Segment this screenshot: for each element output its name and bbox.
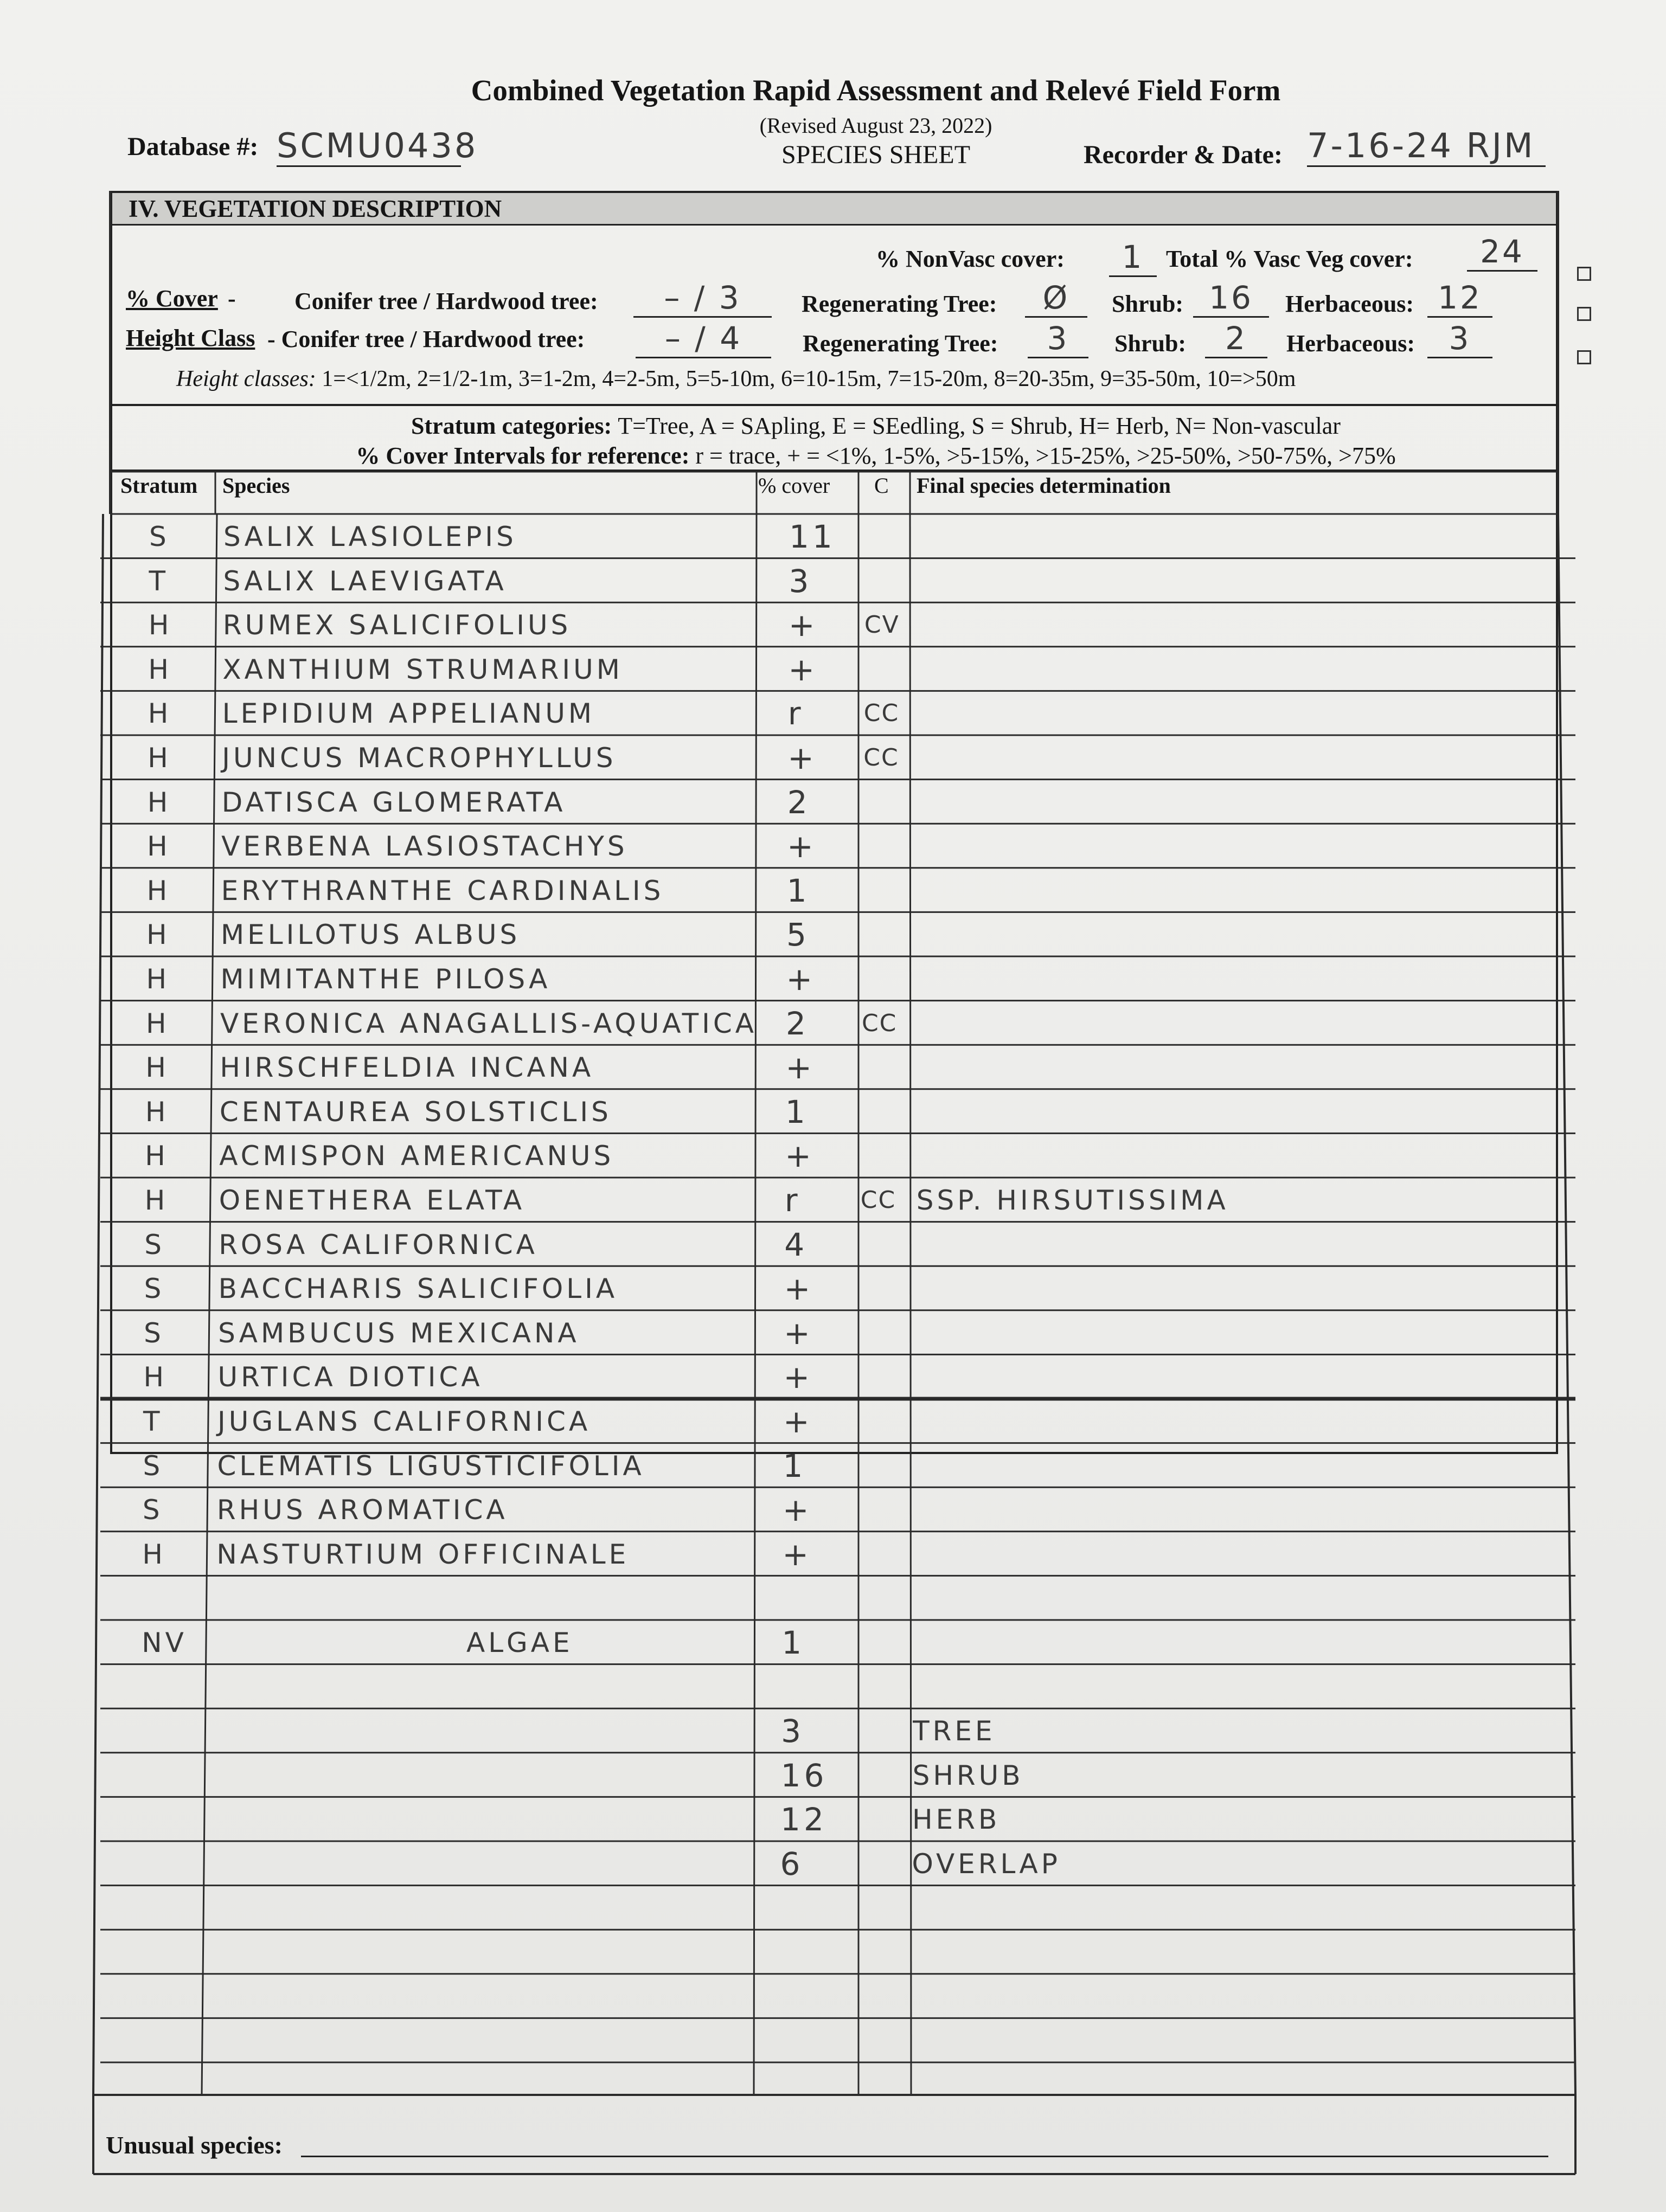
height-shrub-label: Shrub:: [1114, 330, 1187, 357]
cell-species: OENETHERA ELATA: [219, 1185, 526, 1216]
cover-conifer-field[interactable]: – / 3: [633, 279, 772, 318]
cell-cover: 1: [783, 1447, 806, 1484]
recorder-date-field[interactable]: 7-16-24 RJM: [1307, 126, 1546, 167]
unusual-species-field[interactable]: [301, 2156, 1548, 2157]
nonvasc-label: % NonVasc cover:: [876, 246, 1065, 272]
cell-cover: 12: [780, 1801, 827, 1838]
cell-c: CC: [863, 744, 899, 771]
cell-stratum: S: [144, 1273, 165, 1305]
height-shrub-field[interactable]: 2: [1205, 320, 1267, 358]
cell-stratum: H: [148, 653, 172, 685]
col-header-cover: % cover: [758, 473, 830, 498]
totalvasc-field[interactable]: 24: [1467, 233, 1537, 272]
cell-stratum: H: [146, 963, 170, 995]
cell-final: TREE: [913, 1715, 996, 1747]
cell-stratum: H: [144, 1185, 169, 1216]
cell-cover: +: [788, 651, 818, 688]
grid-line: [754, 514, 757, 2095]
cell-cover: +: [788, 607, 818, 644]
cell-cover: r: [784, 1182, 801, 1219]
nonvasc-field[interactable]: 1: [1109, 239, 1157, 277]
height-classes-label: Height classes:: [176, 366, 316, 391]
cell-cover: 3: [781, 1713, 805, 1750]
cell-cover: +: [784, 1314, 813, 1352]
cell-stratum: H: [145, 1007, 170, 1039]
cell-species: SAMBUCUS MEXICANA: [218, 1317, 580, 1349]
col-header-c: C: [874, 473, 889, 498]
cell-stratum: S: [144, 1317, 164, 1349]
cell-cover: r: [787, 695, 804, 732]
cell-species: MELILOTUS ALBUS: [221, 919, 521, 951]
cell-species: VERBENA LASIOSTACHYS: [221, 831, 628, 863]
database-field[interactable]: SCMU0438: [277, 126, 461, 167]
cover-shrub-field[interactable]: 16: [1193, 279, 1269, 318]
height-class-label: Height Class: [126, 325, 255, 351]
cover-regen-field[interactable]: Ø: [1025, 279, 1087, 318]
cell-species: DATISCA GLOMERATA: [221, 786, 566, 818]
cell-species: JUNCUS MACROPHYLLUS: [222, 742, 617, 774]
cell-cover: +: [782, 1535, 812, 1573]
grid-line: [202, 514, 217, 2095]
cell-final: SSP. HIRSUTISSIMA: [916, 1185, 1229, 1216]
height-herb-label: Herbaceous:: [1286, 330, 1415, 357]
unusual-species-label: Unusual species:: [106, 2131, 283, 2159]
cell-stratum: H: [145, 1052, 169, 1084]
cell-stratum: H: [148, 698, 172, 730]
cell-species: SALIX LAEVIGATA: [223, 565, 507, 597]
cell-stratum: S: [142, 1494, 163, 1526]
cell-cover: 3: [789, 562, 812, 600]
checkbox[interactable]: [1577, 350, 1591, 364]
cell-stratum: H: [142, 1538, 166, 1570]
cell-stratum: H: [143, 1361, 168, 1393]
form-revision: (Revised August 23, 2022): [759, 113, 992, 138]
database-label: Database #:: [127, 132, 259, 161]
cell-stratum: H: [145, 1140, 169, 1172]
cell-final: OVERLAP: [912, 1848, 1061, 1880]
cell-species: LEPIDIUM APPELIANUM: [222, 698, 595, 730]
height-conifer-field[interactable]: – / 4: [636, 320, 771, 358]
cell-cover: +: [787, 740, 817, 776]
cell-cover: 1: [785, 1093, 809, 1130]
col-header-species: Species: [222, 473, 290, 498]
cell-final: HERB: [912, 1804, 1001, 1836]
grid-line: [910, 514, 911, 2095]
cell-species: RHUS AROMATICA: [216, 1494, 508, 1526]
cover-shrub-label: Shrub:: [1112, 291, 1184, 317]
cell-species: VERONICA ANAGALLIS-AQUATICA: [220, 1007, 758, 1039]
col-header-final: Final species determination: [917, 473, 1171, 498]
cell-c: CC: [861, 1009, 898, 1037]
cell-species: ALGAE: [466, 1627, 573, 1658]
cell-cover: 1: [781, 1624, 805, 1661]
col-header-stratum: Stratum: [120, 473, 198, 498]
cell-cover: +: [782, 1491, 812, 1529]
cell-species: CENTAUREA SOLSTICLIS: [219, 1096, 612, 1128]
cover-label: % Cover: [126, 285, 218, 312]
cell-stratum: H: [148, 609, 172, 641]
cell-stratum: H: [145, 1096, 169, 1128]
cell-cover: 6: [780, 1846, 804, 1882]
cell-cover: +: [783, 1403, 813, 1440]
cell-cover: 4: [784, 1226, 808, 1263]
cell-stratum: T: [149, 565, 169, 597]
cell-species: JUGLANS CALIFORNICA: [217, 1406, 591, 1437]
cell-c: CC: [863, 699, 900, 728]
cell-species: MIMITANTHE PILOSA: [220, 963, 551, 995]
cell-cover: 5: [786, 916, 810, 954]
cover-dash: -: [228, 285, 236, 312]
cell-cover: +: [784, 1270, 814, 1308]
cell-stratum: T: [143, 1406, 163, 1437]
cover-herb-field[interactable]: 12: [1427, 279, 1492, 318]
cell-species: NASTURTIUM OFFICINALE: [216, 1538, 630, 1570]
cell-cover: 11: [789, 518, 836, 555]
form-title: Combined Vegetation Rapid Assessment and Relevé Field Form: [471, 74, 1281, 107]
cell-cover: 2: [785, 1005, 809, 1042]
cell-stratum: H: [146, 919, 170, 951]
cell-c: CV: [864, 611, 900, 639]
checkbox[interactable]: [1577, 267, 1591, 281]
cell-cover: +: [785, 1049, 815, 1086]
cell-stratum: S: [144, 1229, 165, 1261]
height-conifer-label: - Conifer tree / Hardwood tree:: [267, 326, 585, 352]
cell-stratum: NV: [142, 1627, 187, 1658]
height-regen-label: Regenerating Tree:: [803, 330, 998, 357]
cell-cover: +: [783, 1359, 813, 1396]
height-regen-field[interactable]: 3: [1028, 320, 1088, 358]
cell-cover: 16: [780, 1757, 828, 1794]
cell-stratum: H: [147, 831, 171, 863]
cell-cover: 1: [786, 872, 810, 909]
cell-final: SHRUB: [912, 1759, 1024, 1791]
recorder-label: Recorder & Date:: [1084, 140, 1283, 169]
cell-species: SALIX LASIOLEPIS: [223, 521, 517, 552]
cell-species: CLEMATIS LIGUSTICIFOLIA: [217, 1450, 645, 1482]
grid-line: [93, 514, 103, 2095]
cover-regen-label: Regenerating Tree:: [802, 291, 997, 317]
cell-species: ROSA CALIFORNICA: [219, 1229, 538, 1261]
totalvasc-label: Total % Vasc Veg cover:: [1166, 246, 1413, 272]
cell-c: CC: [860, 1186, 896, 1214]
stratum-label: Stratum categories:: [411, 413, 612, 439]
cell-stratum: S: [143, 1450, 164, 1482]
height-classes-text: 1=<1/2m, 2=1/2-1m, 3=1-2m, 4=2-5m, 5=5-10m, 6=10-15m, 7=15-20m, 8=20-35m, 9=35-50m, 10=>50m: [322, 366, 1296, 391]
cell-species: ERYTHRANTHE CARDINALIS: [221, 874, 664, 906]
cell-stratum: S: [149, 521, 170, 552]
cell-species: XANTHIUM STRUMARIUM: [222, 653, 623, 685]
cell-species: BACCHARIS SALICIFOLIA: [218, 1273, 618, 1305]
cell-species: ACMISPON AMERICANUS: [219, 1140, 614, 1172]
cell-stratum: H: [148, 742, 171, 774]
cell-cover: 2: [787, 783, 811, 821]
cell-cover: +: [786, 961, 816, 998]
cell-stratum: H: [146, 874, 171, 906]
sheet-name: SPECIES SHEET: [781, 140, 971, 169]
height-herb-field[interactable]: 3: [1427, 320, 1492, 358]
checkbox[interactable]: [1577, 307, 1591, 321]
grid-line: [1558, 514, 1575, 2095]
cover-conifer-label: Conifer tree / Hardwood tree:: [294, 288, 598, 314]
cover-herb-label: Herbaceous:: [1285, 291, 1414, 317]
intervals-text: r = trace, + = <1%, 1-5%, >5-15%, >15-25%, >25-50%, >50-75%, >75%: [695, 442, 1396, 469]
stratum-text: T=Tree, A = SApling, E = SEedling, S = Shrub, H= Herb, N= Non-vascular: [618, 413, 1341, 439]
cell-species: URTICA DIOTICA: [217, 1361, 483, 1393]
cell-stratum: H: [147, 786, 171, 818]
section-header: IV. VEGETATION DESCRIPTION: [112, 193, 1556, 226]
cell-cover: +: [787, 828, 817, 865]
intervals-label: % Cover Intervals for reference:: [356, 442, 690, 469]
cell-species: RUMEX SALICIFOLIUS: [222, 609, 572, 641]
cell-cover: +: [785, 1137, 815, 1175]
cell-species: HIRSCHFELDIA INCANA: [220, 1052, 594, 1084]
